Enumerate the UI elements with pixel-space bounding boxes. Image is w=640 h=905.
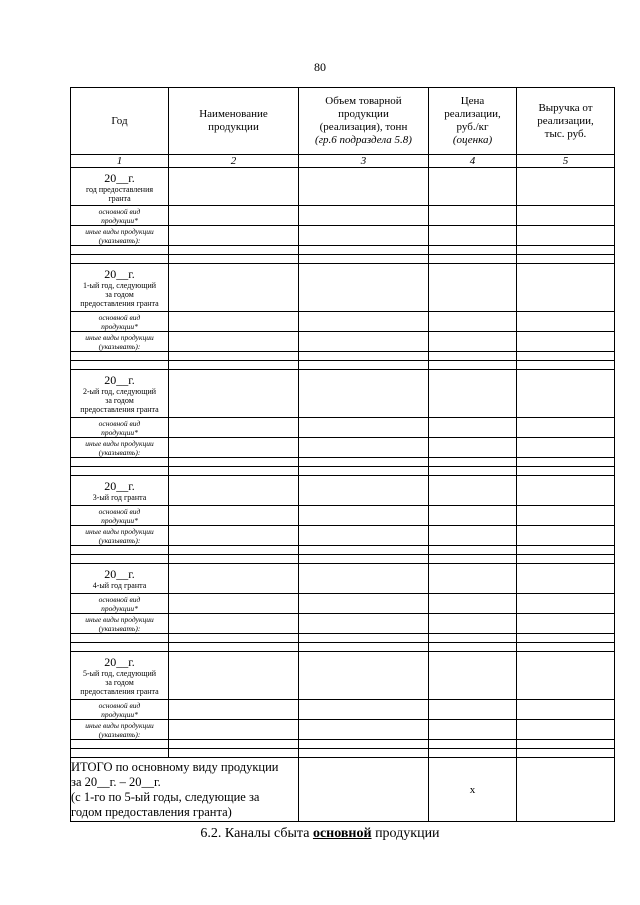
empty-cell: [71, 546, 169, 555]
main-product-row: [71, 418, 615, 438]
empty-cell: [299, 312, 429, 332]
empty-cell: [429, 206, 517, 226]
empty-cell: [517, 438, 615, 458]
column-header-1: [71, 88, 169, 155]
empty-cell: [429, 226, 517, 246]
empty-cell: [299, 555, 429, 564]
row-label-line: продукции*: [101, 215, 138, 225]
row-label-line: (указывать):: [98, 235, 141, 245]
empty-cell: [429, 555, 517, 564]
empty-cell: [517, 506, 615, 526]
empty-cell: [429, 332, 517, 352]
empty-cell: [517, 564, 615, 594]
empty-cell: [169, 546, 299, 555]
year-description: год предоставления: [85, 184, 154, 194]
blank-row: [71, 546, 615, 555]
year-description: за годом: [105, 290, 134, 299]
empty-cell: [429, 246, 517, 255]
empty-cell: [299, 643, 429, 652]
year-description: предоставления гранта: [80, 405, 159, 414]
empty-cell: [429, 700, 517, 720]
empty-cell: [169, 352, 299, 361]
other-products-row: [71, 720, 615, 740]
year-cell: [71, 264, 169, 312]
other-products-label: [71, 720, 169, 740]
empty-cell: [299, 418, 429, 438]
total-price-mark: х: [429, 758, 517, 822]
empty-cell: [517, 458, 615, 467]
empty-cell: [169, 720, 299, 740]
empty-cell: [169, 614, 299, 634]
other-products-label: [71, 332, 169, 352]
year-description: за годом: [105, 678, 134, 687]
other-products-row: [71, 614, 615, 634]
empty-cell: [429, 418, 517, 438]
main-product-row: [71, 312, 615, 332]
empty-cell: [299, 740, 429, 749]
empty-cell: [429, 264, 517, 312]
empty-cell: [169, 555, 299, 564]
row-label-line: иные виды продукции: [85, 526, 154, 536]
column-number-row: [71, 155, 615, 168]
empty-cell: [429, 467, 517, 476]
other-products-row: [71, 438, 615, 458]
empty-cell: [429, 370, 517, 418]
empty-cell: [169, 418, 299, 438]
empty-cell: [299, 506, 429, 526]
empty-cell: [517, 206, 615, 226]
empty-cell: [169, 526, 299, 546]
blank-row: [71, 749, 615, 758]
empty-cell: [169, 370, 299, 418]
column-header-note: (гр.6 подраздела 5.8): [315, 134, 412, 146]
empty-cell: [429, 720, 517, 740]
empty-cell: [169, 312, 299, 332]
row-label-line: основной вид: [98, 594, 141, 604]
row-label-line: (указывать):: [98, 729, 141, 739]
empty-cell: [299, 594, 429, 614]
empty-cell: [517, 168, 615, 206]
empty-cell: [429, 476, 517, 506]
year-row: [71, 652, 615, 700]
row-label-line: (указывать):: [98, 535, 141, 545]
empty-cell: [71, 246, 169, 255]
row-label-line: основной вид: [98, 312, 141, 322]
empty-cell: [517, 255, 615, 264]
empty-cell: [517, 352, 615, 361]
column-header-note: (оценка): [452, 134, 493, 146]
empty-cell: [71, 458, 169, 467]
column-header-line: Наименование: [199, 108, 268, 120]
year-cell: [71, 564, 169, 594]
blank-row: [71, 467, 615, 476]
empty-cell: [169, 594, 299, 614]
empty-cell: [517, 720, 615, 740]
year-label: 20__г.: [104, 655, 135, 669]
year-label: 20__г.: [104, 567, 135, 581]
row-label-line: иные виды продукции: [85, 226, 154, 236]
column-header-3: [299, 88, 429, 155]
caption-emphasis: основной: [312, 826, 372, 841]
row-label-line: (указывать):: [98, 341, 141, 351]
empty-cell: [517, 700, 615, 720]
empty-cell: [517, 614, 615, 634]
total-line: ИТОГО по основному виду продукции: [71, 759, 279, 774]
empty-cell: [169, 634, 299, 643]
empty-cell: [169, 226, 299, 246]
empty-cell: [299, 206, 429, 226]
empty-cell: [169, 643, 299, 652]
sales-revenue-table: [70, 87, 615, 822]
empty-cell: [517, 264, 615, 312]
empty-cell: [71, 361, 169, 370]
empty-cell: [429, 643, 517, 652]
empty-cell: [169, 206, 299, 226]
empty-cell: [169, 438, 299, 458]
blank-row: [71, 740, 615, 749]
empty-cell: [429, 614, 517, 634]
total-line: (с 1-го по 5-ый годы, следующие за: [71, 789, 260, 804]
empty-cell: [299, 758, 429, 822]
blank-row: [71, 634, 615, 643]
main-product-label: [71, 418, 169, 438]
main-product-row: [71, 506, 615, 526]
empty-cell: [169, 255, 299, 264]
total-line: годом предоставления гранта): [71, 804, 232, 819]
table-header-row: [71, 88, 615, 155]
row-label-line: продукции*: [101, 427, 138, 437]
column-header-line: руб./кг: [456, 121, 489, 133]
empty-cell: [429, 168, 517, 206]
other-products-label: [71, 438, 169, 458]
empty-cell: [169, 458, 299, 467]
row-label-line: (указывать):: [98, 447, 141, 457]
blank-row: [71, 555, 615, 564]
year-label: 20__г.: [104, 479, 135, 493]
year-row: [71, 264, 615, 312]
blank-row: [71, 458, 615, 467]
year-label: 20__г.: [104, 170, 135, 185]
other-products-row: [71, 226, 615, 246]
empty-cell: [429, 526, 517, 546]
year-description: предоставления гранта: [80, 687, 159, 696]
empty-cell: [71, 643, 169, 652]
row-label-line: основной вид: [98, 418, 141, 428]
empty-cell: [169, 168, 299, 206]
empty-cell: [299, 255, 429, 264]
column-header-line: Год: [111, 114, 128, 127]
empty-cell: [517, 634, 615, 643]
empty-cell: [299, 476, 429, 506]
year-label: 20__г.: [104, 267, 135, 281]
year-row: [71, 168, 615, 206]
empty-cell: [429, 564, 517, 594]
empty-cell: [429, 352, 517, 361]
year-row: [71, 370, 615, 418]
blank-row: [71, 255, 615, 264]
empty-cell: [517, 749, 615, 758]
empty-cell: [517, 594, 615, 614]
caption-prefix: 6.2. Каналы сбыта: [200, 826, 313, 841]
empty-cell: [517, 476, 615, 506]
empty-cell: [299, 652, 429, 700]
other-products-row: [71, 332, 615, 352]
row-label-line: основной вид: [98, 700, 141, 710]
empty-cell: [517, 312, 615, 332]
empty-cell: [169, 467, 299, 476]
empty-cell: [517, 226, 615, 246]
empty-cell: [299, 438, 429, 458]
row-label-line: продукции*: [101, 321, 138, 331]
empty-cell: [299, 458, 429, 467]
main-product-row: [71, 594, 615, 614]
main-product-label: [71, 700, 169, 720]
empty-cell: [299, 546, 429, 555]
main-product-label: [71, 312, 169, 332]
column-header-4: [429, 88, 517, 155]
column-header-line: Цена: [460, 95, 485, 107]
empty-cell: [429, 546, 517, 555]
main-product-label: [71, 506, 169, 526]
main-product-label: [71, 594, 169, 614]
caption-suffix: продукции: [371, 826, 440, 841]
empty-cell: [71, 352, 169, 361]
empty-cell: [299, 634, 429, 643]
column-number-2: 2: [169, 155, 299, 168]
empty-cell: [299, 749, 429, 758]
column-number-5: 5: [517, 155, 615, 168]
empty-cell: [299, 352, 429, 361]
empty-cell: [429, 458, 517, 467]
row-label-line: продукции*: [101, 603, 138, 613]
row-label-line: иные виды продукции: [85, 332, 154, 342]
empty-cell: [299, 226, 429, 246]
empty-cell: [169, 652, 299, 700]
empty-cell: [299, 467, 429, 476]
year-cell: [71, 476, 169, 506]
year-label: 20__г.: [104, 373, 135, 387]
column-number-3: 3: [299, 155, 429, 168]
row-label-line: продукции*: [101, 515, 138, 525]
empty-cell: [169, 740, 299, 749]
empty-cell: [517, 740, 615, 749]
empty-cell: [299, 246, 429, 255]
empty-cell: [299, 370, 429, 418]
empty-cell: [517, 526, 615, 546]
row-label-line: (указывать):: [98, 623, 141, 633]
empty-cell: [429, 740, 517, 749]
total-line: за 20__г. – 20__г.: [71, 774, 161, 789]
year-cell: [71, 370, 169, 418]
main-product-label: [71, 206, 169, 226]
empty-cell: [517, 467, 615, 476]
column-number-1: 1: [71, 155, 169, 168]
empty-cell: [517, 652, 615, 700]
column-number-4: 4: [429, 155, 517, 168]
empty-cell: [517, 246, 615, 255]
empty-cell: [299, 168, 429, 206]
other-products-row: [71, 526, 615, 546]
empty-cell: [299, 700, 429, 720]
total-row: [71, 758, 615, 822]
empty-cell: [517, 546, 615, 555]
empty-cell: [71, 740, 169, 749]
empty-cell: [169, 246, 299, 255]
column-header-2: [169, 88, 299, 155]
empty-cell: [429, 361, 517, 370]
empty-cell: [429, 749, 517, 758]
empty-cell: [517, 418, 615, 438]
main-product-row: [71, 206, 615, 226]
other-products-label: [71, 226, 169, 246]
empty-cell: [169, 361, 299, 370]
empty-cell: [429, 255, 517, 264]
empty-cell: [429, 438, 517, 458]
row-label-line: иные виды продукции: [85, 438, 154, 448]
empty-cell: [169, 506, 299, 526]
empty-cell: [71, 749, 169, 758]
year-description: предоставления гранта: [80, 299, 159, 308]
empty-cell: [71, 555, 169, 564]
total-label: [71, 758, 299, 822]
year-description: гранта: [108, 193, 131, 203]
year-row: [71, 476, 615, 506]
year-cell: [71, 652, 169, 700]
main-product-row: [71, 700, 615, 720]
year-description: 3-ый год гранта: [92, 493, 147, 502]
row-label-line: продукции*: [101, 709, 138, 719]
empty-cell: [299, 720, 429, 740]
year-description: за годом: [105, 396, 134, 405]
column-header-line: реализации,: [444, 108, 501, 120]
empty-cell: [429, 312, 517, 332]
empty-cell: [169, 700, 299, 720]
column-header-line: Объем товарной: [325, 95, 402, 107]
empty-cell: [517, 370, 615, 418]
empty-cell: [299, 526, 429, 546]
column-header-line: продукции: [208, 121, 259, 133]
other-products-label: [71, 526, 169, 546]
empty-cell: [299, 614, 429, 634]
section-caption: [0, 826, 640, 842]
blank-row: [71, 643, 615, 652]
empty-cell: [429, 506, 517, 526]
empty-cell: [429, 634, 517, 643]
empty-cell: [169, 564, 299, 594]
row-label-line: иные виды продукции: [85, 614, 154, 624]
empty-cell: [299, 264, 429, 312]
year-cell: [71, 168, 169, 206]
empty-cell: [299, 332, 429, 352]
year-description: 4-ый год гранта: [92, 581, 147, 590]
column-header-line: Выручка от: [538, 101, 593, 114]
row-label-line: иные виды продукции: [85, 720, 154, 730]
page-number: 80: [314, 60, 326, 74]
column-header-line: тыс. руб.: [544, 127, 587, 140]
empty-cell: [517, 361, 615, 370]
column-header-line: продукции: [338, 108, 389, 120]
year-description: 1-ый год, следующий: [83, 281, 156, 290]
year-row: [71, 564, 615, 594]
empty-cell: [169, 749, 299, 758]
empty-cell: [517, 555, 615, 564]
year-description: 2-ый год, следующий: [83, 387, 156, 396]
row-label-line: основной вид: [98, 206, 141, 216]
empty-cell: [71, 634, 169, 643]
empty-cell: [299, 564, 429, 594]
year-description: 5-ый год, следующий: [83, 669, 156, 678]
other-products-label: [71, 614, 169, 634]
empty-cell: [169, 476, 299, 506]
empty-cell: [71, 467, 169, 476]
empty-cell: [299, 361, 429, 370]
row-label-line: основной вид: [98, 506, 141, 516]
empty-cell: [429, 594, 517, 614]
empty-cell: [169, 264, 299, 312]
empty-cell: [517, 332, 615, 352]
empty-cell: [429, 652, 517, 700]
blank-row: [71, 361, 615, 370]
blank-row: [71, 246, 615, 255]
empty-cell: [517, 758, 615, 822]
empty-cell: [71, 255, 169, 264]
empty-cell: [517, 643, 615, 652]
column-header-line: реализации,: [537, 114, 594, 127]
blank-row: [71, 352, 615, 361]
empty-cell: [169, 332, 299, 352]
column-header-5: [517, 88, 615, 155]
column-header-line: (реализация), тонн: [319, 121, 408, 133]
